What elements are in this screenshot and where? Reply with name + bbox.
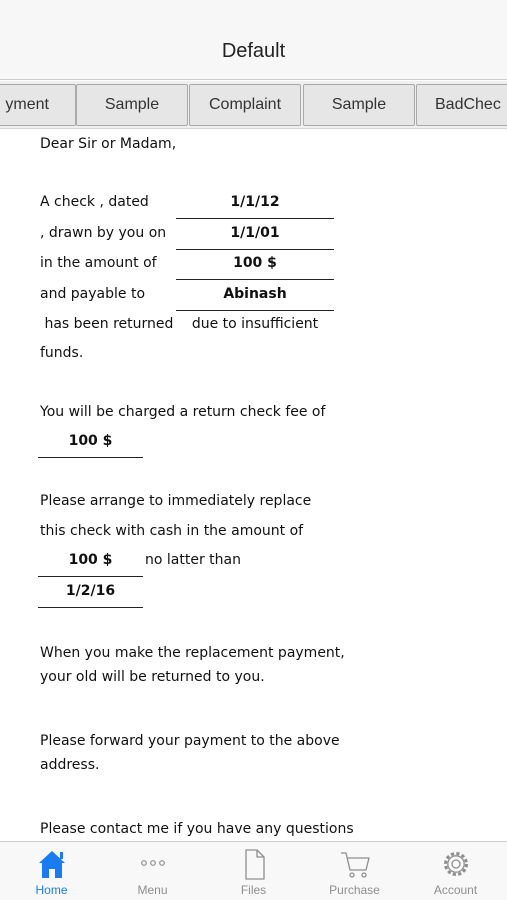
bottom-tab-bar [0,841,507,900]
tabbar-account[interactable] [405,842,506,900]
salutation: Dear Sir or Madam, [40,136,177,152]
check-amount-field[interactable]: 100 $ [176,254,334,280]
tabbar-account-label: Account [433,883,478,897]
forward-line-2: address. [40,757,100,773]
cart-icon [338,847,372,881]
return-fee-field[interactable]: 100 $ [38,432,143,458]
funds-text: funds. [40,345,84,361]
letter-body[interactable] [0,129,507,841]
tabbar-purchase[interactable] [304,842,405,900]
check-date-field[interactable]: 1/1/12 [176,193,334,219]
tab-sample-2[interactable]: Sample [303,84,415,126]
tabbar-menu[interactable] [102,842,203,900]
home-icon [35,847,69,881]
fee-sentence: You will be charged a return check fee of [40,404,326,420]
forward-line-1: Please forward your payment to the above [40,733,340,749]
tab-complaint[interactable]: Complaint [189,84,301,126]
tab-payment[interactable]: yment [0,84,76,126]
payment-line-2: your old will be returned to you. [40,669,265,685]
deadline-date-field[interactable]: 1/2/16 [38,582,143,608]
drawn-on-label: , drawn by you on [40,225,167,241]
more-dots-icon [136,847,170,881]
replacement-amount-field[interactable]: 100 $ [38,551,143,577]
tabbar-home[interactable] [1,842,102,900]
navigation-bar [0,0,507,80]
contact-line: Please contact me if you have any questions [40,821,354,837]
tab-bad-check[interactable]: BadChec [416,84,507,126]
replace-line-2: this check with cash in the amount of [40,523,304,539]
returned-label: has been returned [40,316,174,332]
return-reason-text: due to insufficient [191,316,319,332]
gear-icon [439,847,473,881]
tabbar-files[interactable] [203,842,304,900]
tabbar-purchase-label: Purchase [329,883,380,897]
page-title: Default [221,40,286,62]
file-icon [237,847,271,881]
payable-to-label: and payable to [40,286,146,302]
tab-sample[interactable]: Sample [76,84,188,126]
payee-field[interactable]: Abinash [176,285,334,311]
tabbar-menu-label: Menu [137,883,168,897]
tabbar-home-label: Home [35,883,68,897]
amount-label: in the amount of [40,255,157,271]
replace-line-1: Please arrange to immediately replace [40,493,312,509]
tabbar-files-label: Files [240,883,267,897]
no-later-than-label: no latter than [145,552,241,568]
payment-line-1: When you make the replacement payment, [40,645,345,661]
template-tab-strip[interactable] [0,81,507,129]
drawn-date-field[interactable]: 1/1/01 [176,224,334,250]
check-dated-label: A check , dated [40,194,149,210]
